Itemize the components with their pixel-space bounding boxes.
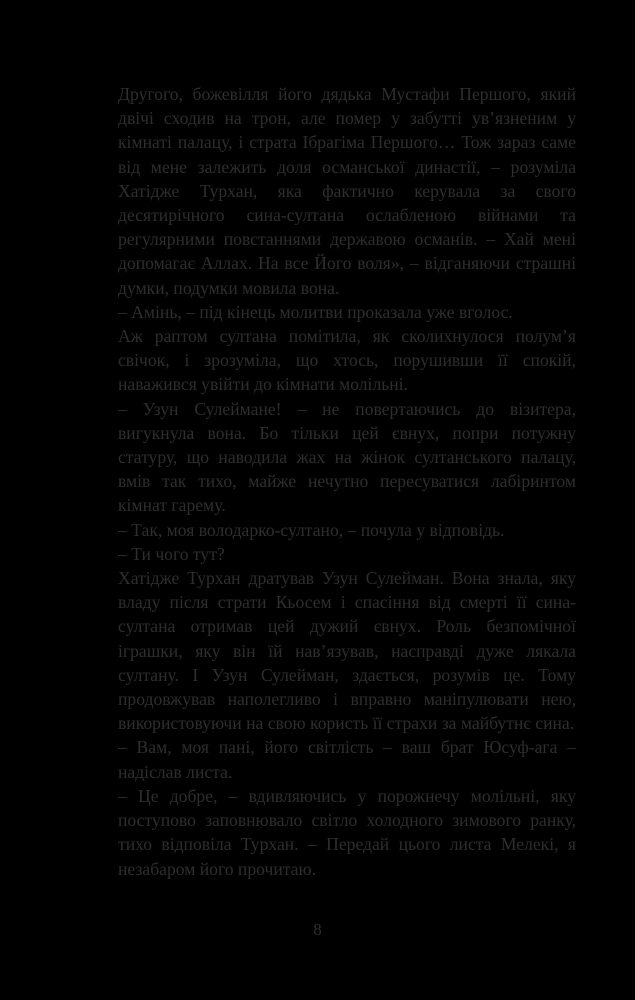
paragraph: – Узун Сулеймане! – не повертаючись до візитера, вигукнула вона. Бо тільки цей євнух, попри потужну статуру, що наводила жах на жінок султанського палацу, вмів так тихо, майже нечутно пересуватися лабіринтом кімнат гарему. <box>118 398 576 516</box>
page-number: 8 <box>313 920 322 939</box>
paragraph: Хатідже Турхан дратував Узун Сулейман. Вона знала, яку владу після страти Кьосем і спасіння від смерті її сина-султана отримав цей дужий євнух. Роль безпомічної іграшки, яку він їй нав’язував, насправді дуже лякала султану. І Узун Сулейман, здається, розумів це. Тому продовжував наполегливо і вправно маніпулювати нею, використовуючи на свою користь її страхи за майбутнє сина. <box>118 568 576 734</box>
paragraph: Другого, божевілля його дядька Мустафи Першого, який двічі сходив на трон, але помер у забутті ув’язненим у кімнаті палацу, і страта Ібрагіма Першого… Тож зараз саме від мене залежить доля османської династії, – розуміла Хатідже Турхан, яка фактично керувала за свого десятирічного сина-султана ослабленою війнами та регулярними повстаннями державою османів. – Хай мені допомагає Аллах. На все Його воля», – відганяючи страшні думки, подумки мовила вона. <box>118 84 576 298</box>
paragraph: – Так, моя володарко-султано, – почула у відповідь. <box>118 519 505 540</box>
paragraph: – Ти чого тут? <box>118 543 225 564</box>
paragraph: – Вам, моя пані, його світлість – ваш брат Юсуф-ага – надіслав листа. <box>118 737 576 782</box>
paragraph: – Це добре, – вдивляючись у порожнечу молільні, яку поступово заповнювало світло холодного зимового ранку, тихо відповіла Турхан. – Передай цього листа Мелекі, я незабаром його прочитаю. <box>118 785 576 879</box>
paragraph: Аж раптом султана помітила, як сколихнулося полум’я свічок, і зрозуміла, що хтось, порушивши її спокій, наважився увійти до кімнати молільні. <box>118 326 576 395</box>
body-text <box>118 82 576 881</box>
paragraph: – Амінь, – під кінець молитви проказала уже вголос. <box>118 301 513 322</box>
